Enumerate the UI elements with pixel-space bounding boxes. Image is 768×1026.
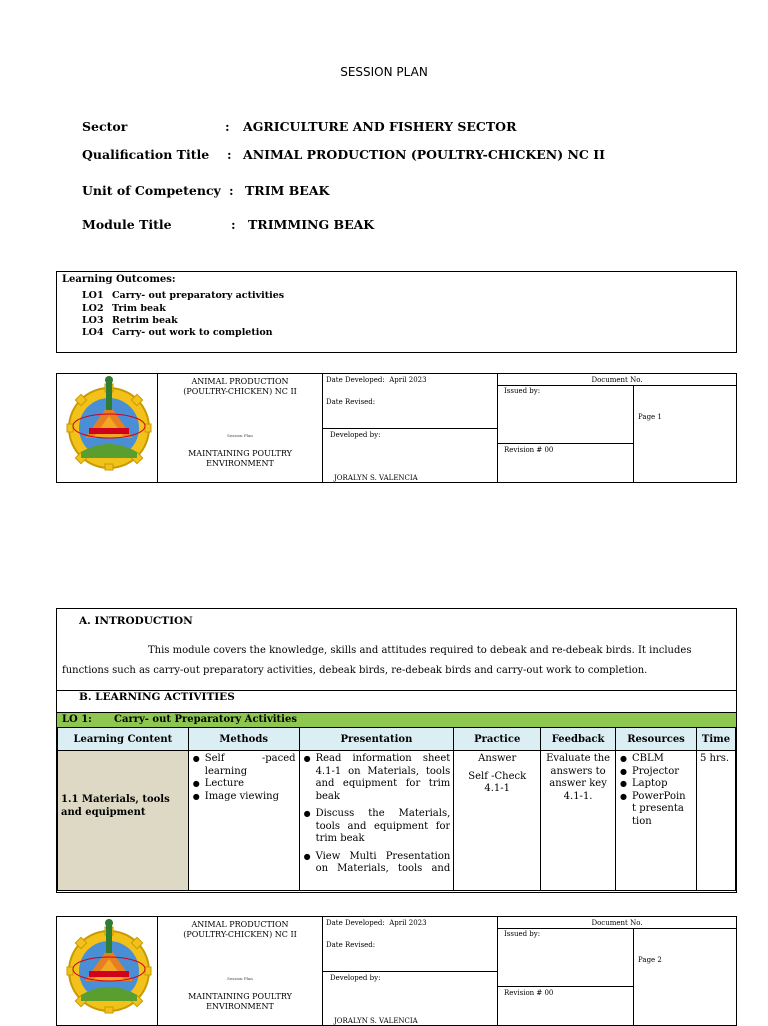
sector-label: Sector: [82, 119, 128, 134]
list-item: ● Read information sheet 4.1-1 on Materials, tools and equipment for trim beak: [316, 753, 451, 803]
developed-by-label: Developed by:: [330, 431, 381, 439]
doc-type-label: Session Plan: [227, 433, 253, 438]
column-header: Presentation: [299, 728, 454, 751]
learning-outcome-item: LO2 Trim beak: [82, 303, 166, 314]
unit-value: TRIM BEAK: [245, 183, 330, 198]
colon: :: [231, 217, 236, 232]
lo1-bar: [57, 712, 736, 728]
page-title: SESSION PLAN: [340, 65, 428, 79]
revision-label: Revision # 00: [504, 989, 554, 997]
learning-activities-heading: B. LEARNING ACTIVITIES: [79, 691, 235, 703]
revision-label: Revision # 00: [504, 446, 554, 454]
date-developed: Date Developed: April 2023: [326, 376, 427, 384]
time-cell: 5 hrs.: [697, 751, 736, 891]
learning-outcomes-box: [56, 271, 737, 353]
feedback-cell: Evaluate the answers to answer key 4.1-1.: [541, 751, 616, 891]
table-header-row: [58, 728, 736, 751]
learning-outcome-item: LO1 Carry- out preparatory activities: [82, 290, 285, 301]
issued-by-label: Issued by:: [504, 387, 541, 395]
column-header: Time: [697, 728, 736, 751]
sector-value: AGRICULTURE AND FISHERY SECTOR: [243, 119, 517, 134]
document-header-block: [56, 916, 737, 1026]
colon: :: [229, 183, 234, 198]
program-name: ANIMAL PRODUCTION (POULTRY-CHICKEN) NC II: [183, 920, 297, 939]
institution-logo: [65, 919, 153, 1015]
module-name: MAINTAINING POULTRY ENVIRONMENT: [188, 449, 292, 468]
document-no-label: Document No.: [591, 919, 643, 927]
learning-outcome-item: LO4 Carry- out work to completion: [82, 327, 273, 338]
qualification-label: Qualification Title: [82, 147, 210, 162]
presentation-cell: [299, 751, 454, 891]
practice-line: Answer: [478, 753, 517, 764]
module-name: MAINTAINING POULTRY ENVIRONMENT: [188, 992, 292, 1011]
practice-line: Self -Check 4.1-1: [468, 770, 527, 794]
list-item: ● Self -paced learning: [205, 753, 296, 778]
colon: :: [227, 147, 232, 162]
qualification-value: ANIMAL PRODUCTION (POULTRY-CHICKEN) NC II: [243, 147, 605, 162]
date-revised-label: Date Revised:: [326, 941, 376, 949]
column-header: Methods: [188, 728, 299, 751]
column-header: Learning Content: [58, 728, 189, 751]
learning-content-cell: 1.1 Materials, tools and equipment: [58, 751, 189, 891]
introduction-text: This module covers the knowledge, skills and attitudes required to debeak and re-debeak birds. It includes functions such as carry-out preparatory activities, debeak birds, re-debeak birds and carry-out work to completion.: [62, 645, 692, 676]
list-item: ● Lecture: [205, 778, 296, 791]
developed-by-label: Developed by:: [330, 974, 381, 982]
developer-name: JORALYN S. VALENCIA: [334, 1017, 418, 1025]
list-item: ● View Multi Presentation on Materials, tools and: [316, 851, 451, 876]
learning-activities-table: [57, 727, 736, 891]
document-no-label: Document No.: [591, 376, 643, 384]
column-header: Resources: [616, 728, 697, 751]
unit-label: Unit of Competency: [82, 183, 221, 198]
learning-outcome-item: LO3 Retrim beak: [82, 315, 178, 326]
document-header-block: [56, 373, 737, 483]
list-item: ● Image viewing: [205, 791, 296, 804]
methods-cell: [188, 751, 299, 891]
resources-cell: [616, 751, 697, 891]
page-number: Page 2: [638, 956, 662, 964]
date-revised-label: Date Revised:: [326, 398, 376, 406]
colon: :: [225, 119, 230, 134]
list-item: ● Discuss the Materials, tools and equipment for trim beak: [316, 808, 451, 846]
table-row: [58, 751, 736, 891]
doc-type-label: Session Plan: [227, 976, 253, 981]
institution-logo: [65, 376, 153, 472]
module-label: Module Title: [82, 217, 172, 232]
lo1-code: LO 1:: [62, 714, 92, 725]
column-header: Feedback: [541, 728, 616, 751]
introduction-heading: A. INTRODUCTION: [79, 615, 193, 627]
page-number: Page 1: [638, 413, 662, 421]
list-item: ● Projector: [632, 766, 693, 779]
learning-outcomes-heading: Learning Outcomes:: [62, 274, 176, 285]
practice-cell: [454, 751, 541, 891]
list-item: ● CBLM: [632, 753, 693, 766]
date-developed: Date Developed: April 2023: [326, 919, 427, 927]
list-item: ● PowerPoint presentation: [632, 791, 687, 829]
column-header: Practice: [454, 728, 541, 751]
module-value: TRIMMING BEAK: [248, 217, 375, 232]
list-item: ● Laptop: [632, 778, 693, 791]
developer-name: JORALYN S. VALENCIA: [334, 474, 418, 482]
session-content-box: [56, 608, 737, 893]
lo1-title: Carry- out Preparatory Activities: [114, 714, 297, 725]
issued-by-label: Issued by:: [504, 930, 541, 938]
program-name: ANIMAL PRODUCTION (POULTRY-CHICKEN) NC II: [183, 377, 297, 396]
